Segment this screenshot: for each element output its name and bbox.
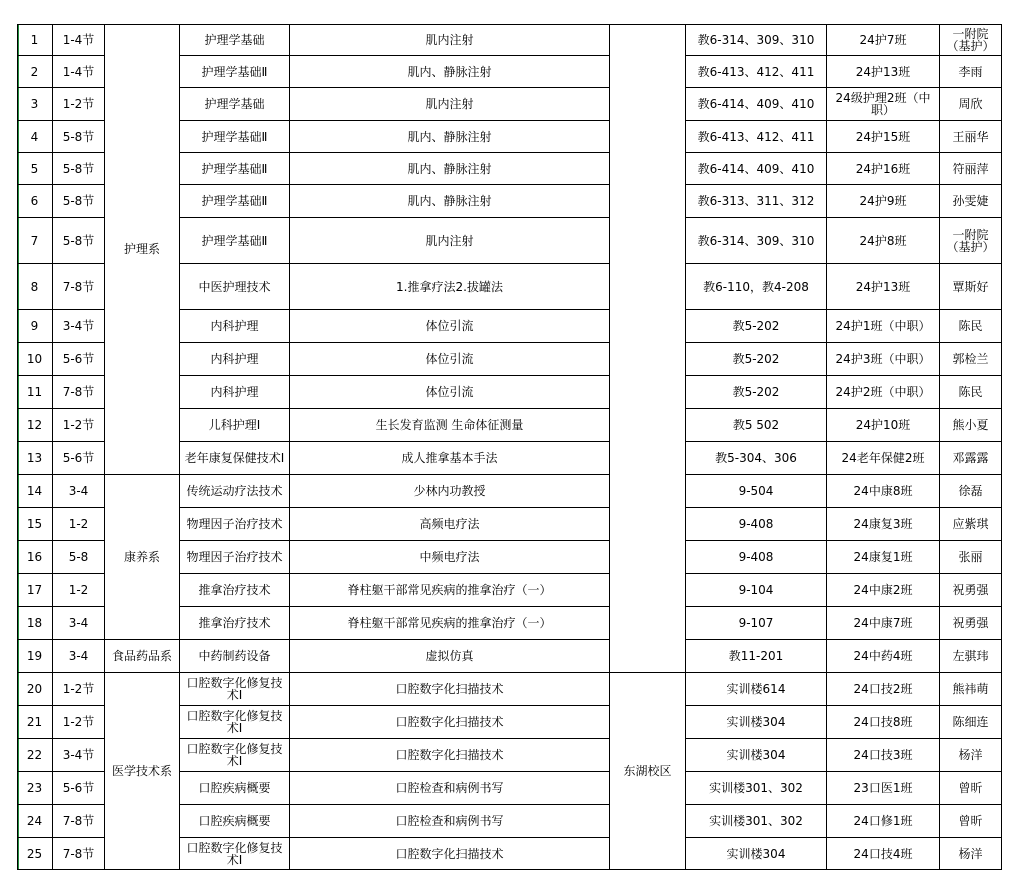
cell-room: 教6-314、309、310 bbox=[686, 218, 827, 264]
cell-department: 护理系 bbox=[105, 24, 180, 475]
cell-period: 1-4节 bbox=[53, 56, 105, 88]
cell-room: 实训楼304 bbox=[686, 706, 827, 739]
cell-room: 9-104 bbox=[686, 574, 827, 607]
cell-class: 24护10班 bbox=[827, 409, 940, 442]
cell-course: 内科护理 bbox=[180, 376, 290, 409]
cell-period: 1-2 bbox=[53, 574, 105, 607]
cell-teacher: 徐磊 bbox=[940, 475, 1002, 508]
cell-number: 13 bbox=[17, 442, 53, 475]
cell-class: 24老年保健2班 bbox=[827, 442, 940, 475]
cell-project: 成人推拿基本手法 bbox=[290, 442, 610, 475]
cell-room: 教6-413、412、411 bbox=[686, 121, 827, 153]
cell-room: 教6-414、409、410 bbox=[686, 153, 827, 185]
cell-number: 8 bbox=[17, 264, 53, 310]
cell-number: 4 bbox=[17, 121, 53, 153]
cell-room: 教5 502 bbox=[686, 409, 827, 442]
cell-period: 3-4 bbox=[53, 607, 105, 640]
cell-number: 14 bbox=[17, 475, 53, 508]
cell-class: 24康复3班 bbox=[827, 508, 940, 541]
cell-teacher: 周欣 bbox=[940, 88, 1002, 121]
cell-campus: 东湖校区 bbox=[610, 673, 686, 870]
cell-project: 高频电疗法 bbox=[290, 508, 610, 541]
cell-room: 教6-314、309、310 bbox=[686, 24, 827, 56]
cell-project: 脊柱躯干部常见疾病的推拿治疗（一） bbox=[290, 574, 610, 607]
cell-course: 物理因子治疗技术 bbox=[180, 508, 290, 541]
cell-project: 肌内、静脉注射 bbox=[290, 121, 610, 153]
cell-room: 教5-202 bbox=[686, 343, 827, 376]
cell-number: 19 bbox=[17, 640, 53, 673]
cell-project: 口腔数字化扫描技术 bbox=[290, 673, 610, 706]
cell-project: 脊柱躯干部常见疾病的推拿治疗（一） bbox=[290, 607, 610, 640]
cell-room: 9-408 bbox=[686, 541, 827, 574]
cell-department: 食品药品系 bbox=[105, 640, 180, 673]
cell-project: 肌内注射 bbox=[290, 88, 610, 121]
cell-number: 5 bbox=[17, 153, 53, 185]
cell-class: 24级护理2班（中职） bbox=[827, 88, 940, 121]
cell-course: 老年康复保健技术I bbox=[180, 442, 290, 475]
cell-period: 5-6节 bbox=[53, 442, 105, 475]
cell-class: 24中药4班 bbox=[827, 640, 940, 673]
cell-department: 康养系 bbox=[105, 475, 180, 640]
cell-period: 5-6节 bbox=[53, 772, 105, 805]
cell-number: 7 bbox=[17, 218, 53, 264]
cell-course: 儿科护理I bbox=[180, 409, 290, 442]
cell-course: 传统运动疗法技术 bbox=[180, 475, 290, 508]
cell-teacher: 陈民 bbox=[940, 376, 1002, 409]
cell-number: 10 bbox=[17, 343, 53, 376]
cell-period: 1-2 bbox=[53, 508, 105, 541]
cell-course: 口腔疾病概要 bbox=[180, 772, 290, 805]
cell-class: 24护7班 bbox=[827, 24, 940, 56]
cell-period: 3-4节 bbox=[53, 739, 105, 772]
cell-class: 24护13班 bbox=[827, 56, 940, 88]
cell-number: 18 bbox=[17, 607, 53, 640]
cell-class: 24口技4班 bbox=[827, 838, 940, 870]
cell-teacher: 覃斯好 bbox=[940, 264, 1002, 310]
cell-period: 7-8节 bbox=[53, 264, 105, 310]
cell-room: 教5-202 bbox=[686, 376, 827, 409]
cell-class: 24口技3班 bbox=[827, 739, 940, 772]
cell-teacher: 符丽萍 bbox=[940, 153, 1002, 185]
cell-number: 20 bbox=[17, 673, 53, 706]
cell-course: 护理学基础Ⅱ bbox=[180, 121, 290, 153]
cell-number: 1 bbox=[17, 24, 53, 56]
cell-period: 7-8节 bbox=[53, 838, 105, 870]
cell-course: 内科护理 bbox=[180, 310, 290, 343]
cell-room: 实训楼304 bbox=[686, 739, 827, 772]
cell-project: 肌内、静脉注射 bbox=[290, 185, 610, 218]
cell-period: 3-4 bbox=[53, 475, 105, 508]
cell-project: 口腔数字化扫描技术 bbox=[290, 706, 610, 739]
cell-course: 内科护理 bbox=[180, 343, 290, 376]
cell-course: 推拿治疗技术 bbox=[180, 574, 290, 607]
cell-period: 3-4 bbox=[53, 640, 105, 673]
cell-number: 6 bbox=[17, 185, 53, 218]
cell-course: 护理学基础Ⅱ bbox=[180, 185, 290, 218]
cell-project: 肌内注射 bbox=[290, 24, 610, 56]
cell-course: 护理学基础Ⅱ bbox=[180, 153, 290, 185]
cell-course: 口腔疾病概要 bbox=[180, 805, 290, 838]
cell-number: 11 bbox=[17, 376, 53, 409]
cell-class: 24口技8班 bbox=[827, 706, 940, 739]
cell-class: 24口技2班 bbox=[827, 673, 940, 706]
cell-teacher: 熊祎萌 bbox=[940, 673, 1002, 706]
cell-room: 9-107 bbox=[686, 607, 827, 640]
cell-room: 教5-202 bbox=[686, 310, 827, 343]
cell-number: 16 bbox=[17, 541, 53, 574]
cell-period: 5-8节 bbox=[53, 153, 105, 185]
cell-room: 实训楼301、302 bbox=[686, 805, 827, 838]
cell-period: 1-2节 bbox=[53, 88, 105, 121]
cell-class: 24中康2班 bbox=[827, 574, 940, 607]
cell-project: 口腔检查和病例书写 bbox=[290, 772, 610, 805]
cell-number: 12 bbox=[17, 409, 53, 442]
cell-room: 教5-304、306 bbox=[686, 442, 827, 475]
cell-teacher: 杨洋 bbox=[940, 739, 1002, 772]
cell-course: 口腔数字化修复技术I bbox=[180, 673, 290, 706]
cell-teacher: 杨洋 bbox=[940, 838, 1002, 870]
cell-class: 24中康8班 bbox=[827, 475, 940, 508]
cell-project: 生长发育监测 生命体征测量 bbox=[290, 409, 610, 442]
cell-class: 24护15班 bbox=[827, 121, 940, 153]
cell-course: 护理学基础Ⅱ bbox=[180, 56, 290, 88]
cell-class: 23口医1班 bbox=[827, 772, 940, 805]
cell-room: 教11-201 bbox=[686, 640, 827, 673]
cell-teacher: 郭检兰 bbox=[940, 343, 1002, 376]
cell-project: 口腔检查和病例书写 bbox=[290, 805, 610, 838]
cell-teacher: 邓露露 bbox=[940, 442, 1002, 475]
cell-number: 23 bbox=[17, 772, 53, 805]
cell-period: 3-4节 bbox=[53, 310, 105, 343]
cell-project: 1.推拿疗法2.拔罐法 bbox=[290, 264, 610, 310]
cell-project: 少林内功教授 bbox=[290, 475, 610, 508]
cell-number: 22 bbox=[17, 739, 53, 772]
cell-project: 体位引流 bbox=[290, 343, 610, 376]
cell-period: 5-8节 bbox=[53, 121, 105, 153]
cell-period: 5-8节 bbox=[53, 185, 105, 218]
cell-teacher: 张丽 bbox=[940, 541, 1002, 574]
cell-teacher: 孙雯婕 bbox=[940, 185, 1002, 218]
cell-room: 实训楼301、302 bbox=[686, 772, 827, 805]
cell-room: 实训楼614 bbox=[686, 673, 827, 706]
cell-teacher: 曾昕 bbox=[940, 805, 1002, 838]
cell-class: 24护1班（中职） bbox=[827, 310, 940, 343]
cell-class: 24口修1班 bbox=[827, 805, 940, 838]
cell-period: 1-2节 bbox=[53, 673, 105, 706]
cell-class: 24护9班 bbox=[827, 185, 940, 218]
cell-teacher: 陈民 bbox=[940, 310, 1002, 343]
cell-teacher: 陈细连 bbox=[940, 706, 1002, 739]
cell-period: 5-6节 bbox=[53, 343, 105, 376]
cell-teacher: 熊小夏 bbox=[940, 409, 1002, 442]
cell-project: 口腔数字化扫描技术 bbox=[290, 838, 610, 870]
cell-course: 推拿治疗技术 bbox=[180, 607, 290, 640]
cell-class: 24中康7班 bbox=[827, 607, 940, 640]
cell-room: 教6-413、412、411 bbox=[686, 56, 827, 88]
cell-department: 医学技术系 bbox=[105, 673, 180, 870]
cell-course: 护理学基础 bbox=[180, 24, 290, 56]
cell-period: 5-8节 bbox=[53, 218, 105, 264]
cell-project: 肌内、静脉注射 bbox=[290, 153, 610, 185]
cell-project: 中频电疗法 bbox=[290, 541, 610, 574]
cell-teacher: 一附院（基护） bbox=[940, 218, 1002, 264]
cell-period: 1-2节 bbox=[53, 706, 105, 739]
cell-class: 24护8班 bbox=[827, 218, 940, 264]
cell-teacher: 一附院（基护） bbox=[940, 24, 1002, 56]
cell-number: 2 bbox=[17, 56, 53, 88]
cell-period: 5-8 bbox=[53, 541, 105, 574]
cell-room: 9-408 bbox=[686, 508, 827, 541]
cell-room: 教6-313、311、312 bbox=[686, 185, 827, 218]
cell-course: 物理因子治疗技术 bbox=[180, 541, 290, 574]
cell-class: 24康复1班 bbox=[827, 541, 940, 574]
cell-class: 24护3班（中职） bbox=[827, 343, 940, 376]
cell-project: 体位引流 bbox=[290, 310, 610, 343]
schedule-table bbox=[17, 24, 1002, 870]
cell-teacher: 左骐玮 bbox=[940, 640, 1002, 673]
cell-course: 中药制药设备 bbox=[180, 640, 290, 673]
cell-number: 9 bbox=[17, 310, 53, 343]
cell-project: 肌内、静脉注射 bbox=[290, 56, 610, 88]
cell-period: 7-8节 bbox=[53, 805, 105, 838]
cell-teacher: 祝勇强 bbox=[940, 574, 1002, 607]
cell-course: 口腔数字化修复技术I bbox=[180, 739, 290, 772]
cell-room: 教6-110，教4-208 bbox=[686, 264, 827, 310]
cell-campus bbox=[610, 24, 686, 673]
cell-teacher: 李雨 bbox=[940, 56, 1002, 88]
cell-number: 17 bbox=[17, 574, 53, 607]
cell-project: 体位引流 bbox=[290, 376, 610, 409]
cell-course: 护理学基础Ⅱ bbox=[180, 218, 290, 264]
cell-number: 21 bbox=[17, 706, 53, 739]
cell-period: 7-8节 bbox=[53, 376, 105, 409]
cell-class: 24护13班 bbox=[827, 264, 940, 310]
cell-course: 护理学基础 bbox=[180, 88, 290, 121]
cell-teacher: 王丽华 bbox=[940, 121, 1002, 153]
cell-course: 口腔数字化修复技术I bbox=[180, 706, 290, 739]
cell-period: 1-4节 bbox=[53, 24, 105, 56]
cell-teacher: 应紫琪 bbox=[940, 508, 1002, 541]
cell-number: 24 bbox=[17, 805, 53, 838]
cell-course: 中医护理技术 bbox=[180, 264, 290, 310]
cell-number: 3 bbox=[17, 88, 53, 121]
cell-period: 1-2节 bbox=[53, 409, 105, 442]
cell-teacher: 祝勇强 bbox=[940, 607, 1002, 640]
cell-class: 24护16班 bbox=[827, 153, 940, 185]
cell-course: 口腔数字化修复技术I bbox=[180, 838, 290, 870]
cell-number: 15 bbox=[17, 508, 53, 541]
cell-room: 实训楼304 bbox=[686, 838, 827, 870]
cell-number: 25 bbox=[17, 838, 53, 870]
cell-class: 24护2班（中职） bbox=[827, 376, 940, 409]
cell-teacher: 曾昕 bbox=[940, 772, 1002, 805]
cell-room: 9-504 bbox=[686, 475, 827, 508]
cell-room: 教6-414、409、410 bbox=[686, 88, 827, 121]
cell-project: 虚拟仿真 bbox=[290, 640, 610, 673]
cell-project: 肌内注射 bbox=[290, 218, 610, 264]
cell-project: 口腔数字化扫描技术 bbox=[290, 739, 610, 772]
